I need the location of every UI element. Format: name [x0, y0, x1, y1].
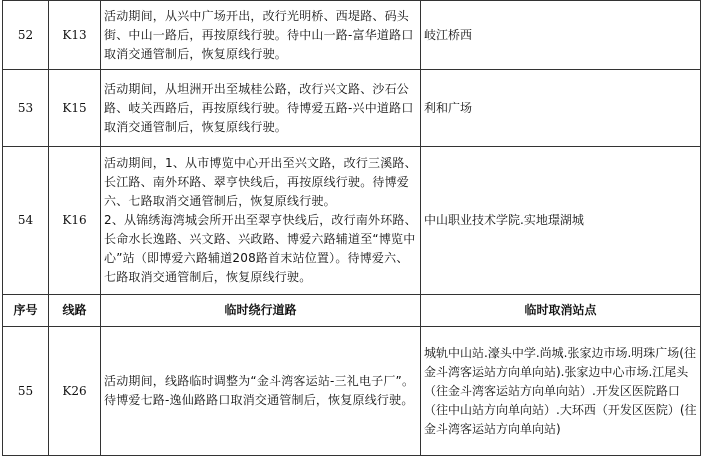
cancelled-stops: 岐江桥西	[421, 1, 701, 70]
cancelled-stops: 利和广场	[421, 70, 701, 147]
detour-description	[101, 70, 421, 147]
row-number: 54	[3, 147, 49, 295]
table-row	[3, 70, 701, 147]
route-line: K16	[49, 147, 101, 295]
cancelled-stops: 中山职业技术学院.实地璟湖城	[421, 147, 701, 295]
table-header-row	[3, 295, 701, 327]
row-number: 52	[3, 1, 49, 70]
table-row	[3, 1, 701, 70]
table-row	[3, 327, 701, 456]
header-number: 序号	[3, 295, 49, 327]
row-number: 55	[3, 327, 49, 456]
detour-paragraph: 活动期间，1、从市博览中心开出至兴文路，改行三溪路、长江路、南外环路、翠亨快线后，再按原线行驶。待博爱六、七路取消交通管制后，恢复原线行驶。	[104, 156, 417, 208]
detour-paragraph: 2、从锦绣海湾城会所开出至翠亨快线后，改行南外环路、长命水长逸路、兴文路、兴政路、博爱六路辅道至“博览中心”站（即博爱六路辅道208路首末站位置）。待博爱六、七路取消交通管制后，恢复原线行驶。	[104, 213, 417, 284]
route-line: K13	[49, 1, 101, 70]
detour-paragraph: 活动期间，从坦洲开出至城桂公路，改行兴文路、沙石公路、岐关西路后，再按原线行驶。待博爱五路-兴中道路口取消交通管制后，恢复原线行驶。	[104, 81, 414, 134]
header-detour: 临时绕行道路	[101, 295, 421, 327]
row-number: 53	[3, 70, 49, 147]
route-line: K15	[49, 70, 101, 147]
detour-paragraph: 活动期间，线路临时调整为“金斗湾客运站-三礼电子厂”。待博爱七路-逸仙路路口取消交通管制后，恢复原线行驶。	[104, 374, 415, 407]
detour-description	[101, 1, 421, 70]
table-row	[3, 147, 701, 295]
cancelled-stops: 城轨中山站.濠头中学.尚城.张家边市场.明珠广场(往金斗湾客运站方向单向站).张家边中心市场.江尾头（往金斗湾客运站方向单向站）.开发区医院路口（往中山站方向单向站）.大环西（开发区医院）(往金斗湾客运站方向单向站)	[421, 327, 701, 456]
header-line: 线路	[49, 295, 101, 327]
header-cancel: 临时取消站点	[421, 295, 701, 327]
detour-description	[101, 327, 421, 456]
detour-paragraph: 活动期间，从兴中广场开出，改行光明桥、西堤路、码头街、中山一路后，再按原线行驶。待中山一路-富华道路口取消交通管制后，恢复原线行驶。	[104, 8, 414, 61]
route-adjustment-table	[2, 0, 701, 456]
route-line: K26	[49, 327, 101, 456]
detour-description	[101, 147, 421, 295]
